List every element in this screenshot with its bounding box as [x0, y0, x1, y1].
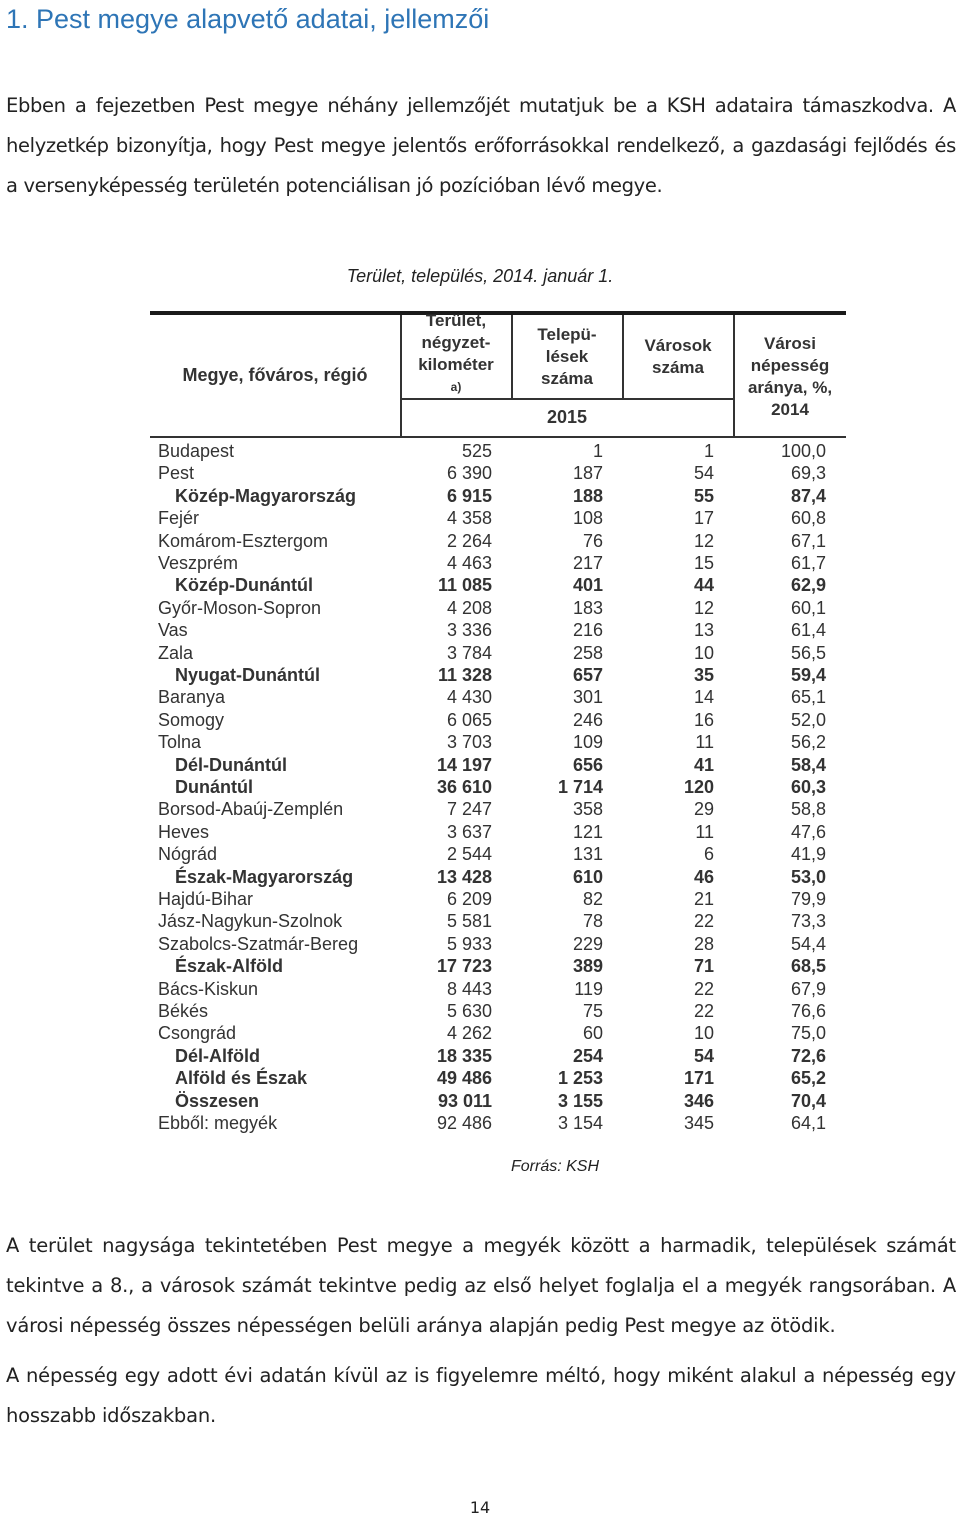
row-name: Alföld és Észak: [175, 1068, 308, 1089]
row-name: Dunántúl: [175, 777, 253, 797]
table-row: [150, 441, 846, 463]
row-towns: 55: [693, 485, 714, 506]
table-row: [150, 777, 846, 799]
row-settlements: 254: [572, 1045, 603, 1066]
page-number: 14: [469, 1498, 491, 1517]
divider: [400, 315, 402, 438]
header-settlements-text: Telepü-lések száma: [537, 324, 597, 388]
row-name: Összesen: [175, 1090, 260, 1111]
row-towns: 17: [693, 508, 714, 529]
row-name: Közép-Dunántúl: [175, 575, 313, 596]
row-area: 13 428: [436, 866, 492, 887]
table-row: [150, 620, 846, 642]
table-row: [150, 643, 846, 665]
row-towns: 54: [693, 1045, 714, 1066]
row-towns: 10: [693, 642, 714, 663]
header-bottom-rule: [150, 436, 846, 438]
row-name: Hajdú-Bihar: [158, 889, 254, 909]
row-name: Szabolcs-Szatmár-Bereg: [158, 933, 359, 954]
row-area: 11 328: [437, 665, 492, 685]
table-row: [150, 1046, 846, 1068]
table-row: [150, 665, 846, 687]
row-urban-share: 61,4: [790, 620, 826, 641]
row-name: Bács-Kiskun: [158, 978, 259, 999]
row-area: 6 065: [446, 709, 492, 730]
header-area: [401, 310, 511, 398]
header-area-text: Terület, négyzet-kilométer: [418, 310, 494, 374]
row-towns: 35: [693, 665, 714, 685]
row-towns: 22: [693, 978, 714, 999]
row-name: Zala: [158, 642, 194, 663]
row-area: 4 208: [446, 597, 492, 618]
row-area: 3 784: [446, 642, 492, 663]
header-year: 2015: [546, 407, 588, 427]
row-urban-share: 41,9: [790, 844, 826, 865]
row-name: Ebből: megyék: [158, 1113, 278, 1133]
row-area: 17 723: [436, 956, 492, 977]
row-settlements: 82: [582, 889, 603, 909]
row-name: Közép-Magyarország: [175, 485, 357, 506]
row-area: 5 630: [446, 1001, 492, 1021]
row-towns: 46: [693, 866, 714, 887]
row-urban-share: 47,6: [790, 821, 826, 842]
row-settlements: 60: [582, 1023, 603, 1044]
table-row: [150, 598, 846, 620]
header-settlements: [512, 315, 622, 398]
row-area: 6 209: [446, 889, 492, 909]
row-urban-share: 64,1: [790, 1113, 826, 1133]
row-towns: 41: [693, 754, 714, 775]
row-towns: 10: [693, 1023, 714, 1044]
row-name: Békés: [158, 1001, 209, 1021]
row-towns: 44: [693, 575, 714, 596]
row-urban-share: 72,6: [790, 1045, 826, 1066]
row-settlements: 78: [582, 911, 603, 932]
row-urban-share: 60,1: [790, 597, 826, 618]
header-towns-text: Városok száma: [644, 335, 712, 377]
row-settlements: 183: [572, 597, 603, 618]
row-area: 14 197: [436, 754, 492, 775]
table-row: [150, 956, 846, 978]
row-settlements: 3 154: [557, 1113, 603, 1133]
row-urban-share: 73,3: [790, 911, 826, 932]
row-name: Baranya: [158, 687, 226, 708]
row-area: 5 933: [446, 933, 492, 954]
row-name: Dél-Alföld: [175, 1045, 260, 1066]
row-urban-share: 65,1: [790, 687, 826, 708]
row-towns: 15: [693, 553, 714, 573]
row-settlements: 258: [572, 642, 603, 663]
row-name: Budapest: [158, 441, 235, 461]
row-name: Fejér: [158, 508, 200, 529]
table-row: [150, 486, 846, 508]
row-towns: 12: [693, 597, 714, 618]
row-settlements: 401: [572, 575, 603, 596]
row-area: 3 336: [446, 620, 492, 641]
row-urban-share: 61,7: [790, 553, 826, 573]
row-towns: 171: [683, 1068, 714, 1089]
row-settlements: 188: [572, 485, 603, 506]
row-settlements: 131: [572, 844, 603, 865]
row-name: Nyugat-Dunántúl: [175, 665, 320, 685]
row-urban-share: 62,9: [790, 575, 826, 596]
row-settlements: 119: [574, 978, 603, 999]
row-area: 18 335: [436, 1045, 492, 1066]
row-urban-share: 87,4: [790, 485, 826, 506]
row-area: 11 085: [437, 575, 492, 596]
row-towns: 22: [693, 1001, 714, 1021]
row-urban-share: 76,6: [790, 1001, 826, 1021]
row-towns: 1: [703, 441, 714, 461]
table-row: [150, 1001, 846, 1023]
row-settlements: 1: [592, 441, 603, 461]
table-row: [150, 553, 846, 575]
row-area: 8 443: [446, 978, 492, 999]
row-settlements: 1 253: [557, 1068, 603, 1089]
row-urban-share: 69,3: [790, 463, 826, 484]
divider: [511, 315, 513, 398]
row-towns: 29: [693, 799, 714, 820]
row-settlements: 657: [572, 665, 603, 685]
row-urban-share: 68,5: [790, 956, 826, 977]
row-settlements: 610: [572, 866, 603, 887]
table-row: [150, 1113, 846, 1135]
table-row: [150, 799, 846, 821]
row-urban-share: 70,4: [790, 1090, 826, 1111]
row-towns: 54: [693, 463, 714, 484]
table-row: [150, 1091, 846, 1113]
header-urban-share: [734, 315, 846, 438]
section-heading: 1. Pest megye alapvető adatai, jellemzői: [6, 4, 490, 34]
row-urban-share: 56,2: [790, 732, 826, 753]
row-towns: 11: [695, 821, 714, 842]
row-towns: 28: [693, 933, 714, 954]
row-urban-share: 75,0: [790, 1023, 826, 1044]
table-row: [150, 687, 846, 709]
header-towns: [623, 315, 733, 398]
table-source: Forrás: KSH: [510, 1158, 599, 1175]
table-row: [150, 822, 846, 844]
row-towns: 120: [683, 777, 714, 797]
row-name: Komárom-Esztergom: [158, 530, 329, 551]
row-settlements: 187: [572, 463, 603, 484]
row-urban-share: 60,3: [790, 777, 826, 797]
row-name: Tolna: [158, 732, 202, 753]
row-urban-share: 67,1: [790, 530, 826, 551]
row-settlements: 229: [572, 933, 603, 954]
row-urban-share: 52,0: [790, 709, 826, 730]
row-urban-share: 58,8: [790, 799, 826, 820]
row-settlements: 109: [572, 732, 603, 753]
row-urban-share: 67,9: [790, 978, 826, 999]
row-settlements: 246: [572, 709, 603, 730]
row-name: Somogy: [158, 709, 225, 730]
table-row: [150, 531, 846, 553]
paragraph-3: A népesség egy adott évi adatán kívül az is figyelemre méltó, hogy miként alakul a népesség egy hosszabb időszakban.: [6, 1364, 956, 1427]
row-name: Veszprém: [158, 553, 239, 573]
row-name: Csongrád: [158, 1023, 237, 1044]
header-urban-share-text: Városi népesség aránya, %, 2014: [747, 333, 833, 419]
table-row: [150, 979, 846, 1001]
row-settlements: 656: [572, 754, 603, 775]
row-area: 5 581: [446, 911, 492, 932]
table-row: [150, 755, 846, 777]
row-urban-share: 60,8: [790, 508, 826, 529]
table-row: [150, 732, 846, 754]
row-area: 7 247: [446, 799, 492, 820]
table-row: [150, 1023, 846, 1045]
table-row: [150, 1068, 846, 1090]
table-row: [150, 844, 846, 866]
table-row: [150, 934, 846, 956]
table-row: [150, 911, 846, 933]
row-settlements: 389: [572, 956, 603, 977]
row-area: 36 610: [436, 777, 492, 797]
table-row: [150, 463, 846, 485]
row-area: 6 915: [446, 485, 492, 506]
row-urban-share: 79,9: [790, 889, 826, 909]
table-row: [150, 867, 846, 889]
row-towns: 16: [693, 709, 714, 730]
row-settlements: 3 155: [557, 1090, 603, 1111]
row-settlements: 75: [582, 1001, 603, 1021]
divider: [400, 398, 734, 400]
row-urban-share: 100,0: [780, 441, 826, 461]
row-name: Pest: [158, 463, 195, 484]
divider: [733, 315, 735, 438]
table-row: [150, 508, 846, 530]
table-row: [150, 889, 846, 911]
row-settlements: 217: [572, 553, 603, 573]
row-name: Nógrád: [158, 844, 218, 865]
divider: [622, 315, 624, 398]
row-area: 2 264: [446, 530, 492, 551]
table-caption: Terület, település, 2014. január 1.: [346, 266, 614, 286]
row-name: Észak-Alföld: [175, 956, 284, 977]
row-settlements: 216: [572, 620, 603, 641]
row-area: 4 463: [446, 553, 492, 573]
row-area: 525: [461, 441, 492, 461]
table-row: [150, 710, 846, 732]
row-area: 93 011: [437, 1090, 492, 1111]
row-name: Jász-Nagykun-Szolnok: [158, 911, 343, 932]
row-urban-share: 53,0: [790, 866, 826, 887]
row-settlements: 108: [572, 508, 603, 529]
row-towns: 345: [683, 1113, 714, 1133]
row-towns: 14: [693, 687, 714, 708]
row-area: 6 390: [446, 463, 492, 484]
header-area-note: a): [450, 379, 462, 394]
row-urban-share: 58,4: [790, 754, 826, 775]
row-towns: 11: [695, 732, 714, 753]
row-urban-share: 54,4: [790, 933, 826, 954]
paragraph-2: A terület nagysága tekintetében Pest megye a megyék között a harmadik, települések számát tekintve a 8., a városok számát tekintve pedig az első helyet foglalja el a megyék rangsorában. A városi népesség összes népességen belüli aránya alapján pedig Pest megye az ötödik.: [6, 1234, 956, 1337]
row-settlements: 1 714: [557, 777, 603, 797]
row-towns: 6: [703, 844, 714, 865]
row-settlements: 301: [572, 687, 603, 708]
row-area: 3 637: [446, 821, 492, 842]
row-towns: 346: [683, 1090, 714, 1111]
row-area: 3 703: [446, 732, 492, 753]
row-area: 4 430: [446, 687, 492, 708]
row-name: Vas: [158, 620, 188, 641]
row-settlements: 358: [572, 799, 603, 820]
row-towns: 13: [693, 620, 714, 641]
row-urban-share: 59,4: [790, 665, 826, 685]
row-urban-share: 56,5: [790, 642, 826, 663]
row-area: 4 262: [446, 1023, 492, 1044]
row-towns: 12: [693, 530, 714, 551]
row-settlements: 76: [582, 530, 603, 551]
row-area: 2 544: [446, 844, 492, 865]
row-area: 92 486: [436, 1113, 492, 1133]
row-name: Borsod-Abaúj-Zemplén: [158, 799, 344, 820]
row-name: Észak-Magyarország: [175, 866, 354, 887]
row-towns: 21: [693, 889, 714, 909]
row-towns: 71: [693, 956, 714, 977]
table-row: [150, 575, 846, 597]
intro-paragraph: Ebben a fejezetben Pest megye néhány jellemzőjét mutatjuk be a KSH adataira támaszkodva. A helyzetkép bizonyítja, hogy Pest megye jelentős erőforrásokkal rendelkező, a gazdasági fejlődés és a versenyképesség területén potenciálisan jó pozícióban lévő megye.: [6, 94, 956, 197]
row-name: Heves: [158, 821, 210, 842]
row-urban-share: 65,2: [790, 1068, 826, 1089]
row-name: Dél-Dunántúl: [175, 754, 287, 775]
row-settlements: 121: [572, 821, 603, 842]
row-area: 49 486: [436, 1068, 492, 1089]
row-name: Győr-Moson-Sopron: [158, 597, 322, 618]
row-towns: 22: [693, 911, 714, 932]
table-header: [150, 310, 846, 438]
row-area: 4 358: [446, 508, 492, 529]
header-region: Megye, főváros, régió: [182, 365, 368, 385]
